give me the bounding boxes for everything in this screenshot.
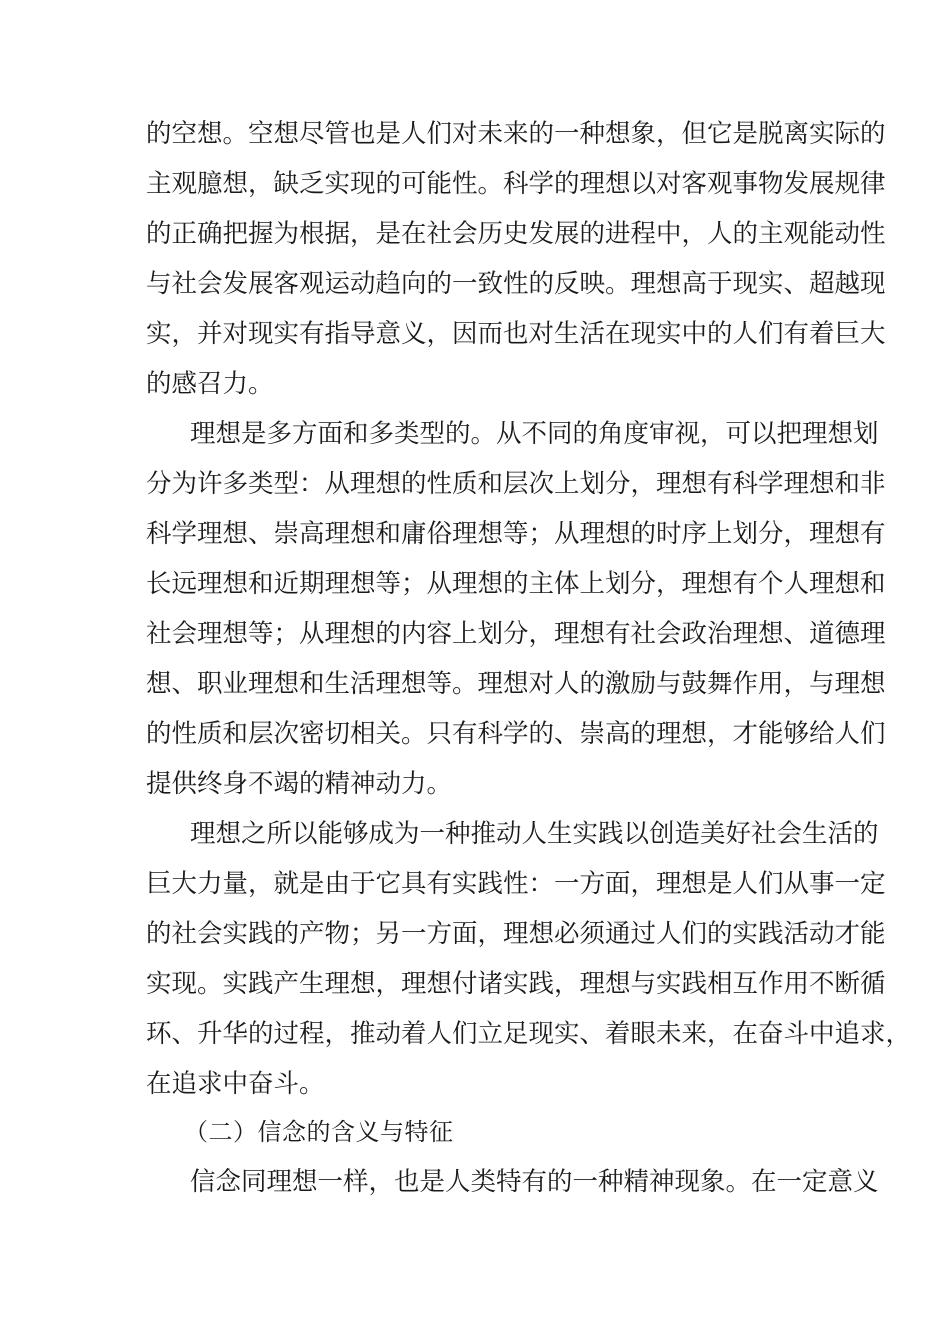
paragraph-1-line-3: 的正确把握为根据，是在社会历史发展的进程中，人的主观能动性 xyxy=(146,219,886,249)
paragraph-2-line-6: 想、职业理想和生活理想等。理想对人的激励与鼓舞作用，与理想 xyxy=(146,669,886,699)
paragraph-1-line-4: 与社会发展客观运动趋向的一致性的反映。理想高于现实、超越现 xyxy=(146,269,886,299)
paragraph-1-line-2: 主观臆想，缺乏实现的可能性。科学的理想以对客观事物发展规律 xyxy=(146,169,886,199)
paragraph-4-line-1: 信念同理想一样，也是人类特有的一种精神现象。在一定意义 xyxy=(190,1167,879,1197)
paragraph-1-line-1: 的空想。空想尽管也是人们对未来的一种想象，但它是脱离实际的 xyxy=(146,119,886,149)
paragraph-1-line-6: 的感召力。 xyxy=(146,369,274,399)
section-heading: （二）信念的含义与特征 xyxy=(184,1118,454,1146)
paragraph-1-line-5: 实，并对现实有指导意义，因而也对生活在现实中的人们有着巨大 xyxy=(146,319,886,349)
paragraph-2-line-7: 的性质和层次密切相关。只有科学的、崇高的理想，才能够给人们 xyxy=(146,719,886,749)
paragraph-2-line-5: 社会理想等；从理想的内容上划分，理想有社会政治理想、道德理 xyxy=(146,619,886,649)
paragraph-2-line-1: 理想是多方面和多类型的。从不同的角度审视，可以把理想划 xyxy=(190,419,879,449)
paragraph-2-line-4: 长远理想和近期理想等；从理想的主体上划分，理想有个人理想和 xyxy=(146,569,886,599)
paragraph-2-line-8: 提供终身不竭的精神动力。 xyxy=(146,769,453,799)
paragraph-3-line-6: 在追求中奋斗。 xyxy=(146,1069,325,1099)
paragraph-2-line-3: 科学理想、崇高理想和庸俗理想等；从理想的时序上划分，理想有 xyxy=(146,519,886,549)
paragraph-3-line-4: 实现。实践产生理想，理想付诸实践，理想与实践相互作用不断循 xyxy=(146,969,886,999)
paragraph-3-line-3: 的社会实践的产物；另一方面，理想必须通过人们的实践活动才能 xyxy=(146,919,886,949)
paragraph-3-line-2: 巨大力量，就是由于它具有实践性：一方面，理想是人们从事一定 xyxy=(146,869,886,899)
paragraph-3-line-5: 环、升华的过程，推动着人们立足现实、着眼未来，在奋斗中追求， xyxy=(146,1019,912,1049)
paragraph-3-line-1: 理想之所以能够成为一种推动人生实践以创造美好社会生活的 xyxy=(190,819,879,849)
paragraph-2-line-2: 分为许多类型：从理想的性质和层次上划分，理想有科学理想和非 xyxy=(146,469,886,499)
